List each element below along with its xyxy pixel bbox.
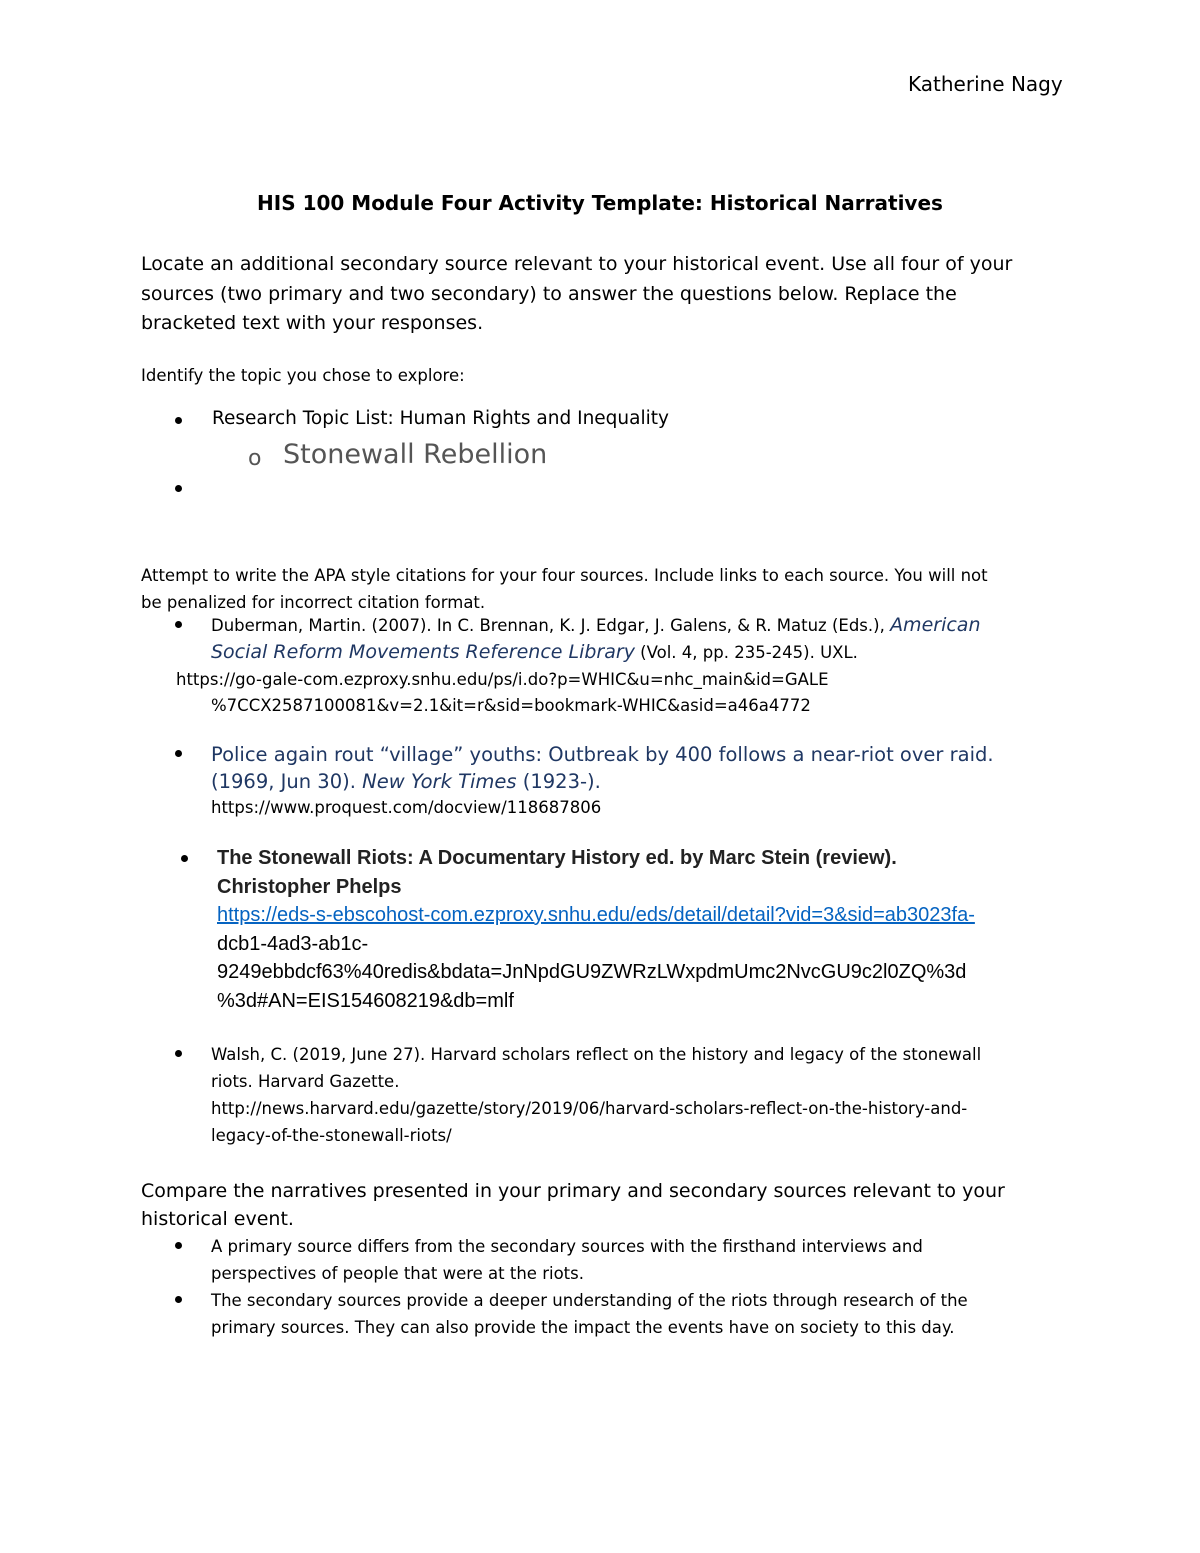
bullet-icon <box>175 1242 182 1249</box>
topic-list-item: Research Topic List: Human Rights and Inequality <box>212 408 669 429</box>
compare-prompt <box>141 1177 1005 1233</box>
citation-2-publication: New York Times <box>362 770 517 793</box>
topic-sub-item: Stonewall Rebellion <box>283 439 548 470</box>
citation-1-url[interactable]: %7CCX2587100081&v=2.1&it=r&sid=bookmark-WHIC&asid=a46a4772 <box>211 696 811 715</box>
citation-2-date: (1923-). <box>516 770 601 793</box>
sub-bullet-marker: o <box>248 446 262 471</box>
citation-4-text: Walsh, C. (2019, June 27). Harvard scholars reflect on the history and legacy of the stonewall <box>211 1045 982 1064</box>
bullet-icon <box>175 1296 182 1303</box>
citations-prompt-line: be penalized for incorrect citation format. <box>141 593 486 612</box>
citation-4-text: riots. Harvard Gazette. <box>211 1072 400 1091</box>
citation-1-url[interactable]: https://go-gale-com.ezproxy.snhu.edu/ps/i.do?p=WHIC&u=nhc_main&id=GALE <box>176 670 829 689</box>
citation-3-url: 9249ebbdcf63%40redis&bdata=JnNpdGU9ZWRzLWxpdmUmc2NvcGU9c2l0ZQ%3d <box>217 961 967 983</box>
bullet-icon <box>181 855 188 862</box>
topic-prompt: Identify the topic you chose to explore: <box>141 366 465 385</box>
citation-4 <box>211 1041 981 1149</box>
intro-line: Locate an additional secondary source relevant to your historical event. Use all four of your <box>141 253 1013 275</box>
citation-1-book-title: Social Reform Movements Reference Library <box>211 641 635 663</box>
document-title: HIS 100 Module Four Activity Template: Historical Narratives <box>257 191 943 215</box>
citation-3-url: %3d#AN=EIS154608219&db=mlf <box>217 989 514 1012</box>
citation-2-url[interactable]: https://www.proquest.com/docview/118687806 <box>211 798 602 817</box>
citation-1 <box>211 612 980 666</box>
citation-2-date: (1969, Jun 30). <box>211 770 363 793</box>
intro-line: bracketed text with your responses. <box>141 312 484 334</box>
bullet-icon <box>175 750 182 757</box>
citation-1-text: Duberman, Martin. (2007). In C. Brennan, K. J. Edgar, J. Galens, & R. Matuz (Eds.), <box>211 616 891 635</box>
bullet-icon <box>175 1050 182 1057</box>
bullet-icon <box>175 621 182 628</box>
intro-line: sources (two primary and two secondary) to answer the questions below. Replace the <box>141 282 957 305</box>
citations-prompt-line: Attempt to write the APA style citations for your four sources. Include links to each source. You will not <box>141 566 988 585</box>
answer-line: The secondary sources provide a deeper understanding of the riots through research of the <box>211 1291 968 1310</box>
compare-answer-1 <box>211 1233 923 1287</box>
citation-3-title: The Stonewall Riots: A Documentary History ed. by Marc Stein (review). <box>217 847 897 869</box>
answer-line: perspectives of people that were at the riots. <box>211 1264 584 1283</box>
citation-2 <box>211 741 994 795</box>
citation-1-book-title: American <box>890 614 981 636</box>
answer-line: primary sources. They can also provide the impact the events have on society to this day. <box>211 1318 955 1337</box>
compare-prompt-line: historical event. <box>141 1208 294 1230</box>
citation-4-url[interactable]: legacy-of-the-stonewall-riots/ <box>211 1126 452 1145</box>
citation-1-text: (Vol. 4, pp. 235-245). UXL. <box>634 643 858 662</box>
citation-3 <box>217 844 975 1015</box>
compare-prompt-line: Compare the narratives presented in your primary and secondary sources relevant to your <box>141 1180 1005 1202</box>
citations-prompt <box>141 562 988 616</box>
citation-3-link[interactable]: https://eds-s-ebscohost-com.ezproxy.snhu.edu/eds/detail/detail?vid=3&sid=ab3023fa- <box>217 904 975 926</box>
citation-2-title: Police again rout “village” youths: Outbreak by 400 follows a near-riot over raid. <box>211 743 994 766</box>
bullet-icon <box>175 485 182 492</box>
citation-4-url[interactable]: http://news.harvard.edu/gazette/story/2019/06/harvard-scholars-reflect-on-the-history-and- <box>211 1099 968 1118</box>
intro-paragraph <box>141 250 1012 339</box>
answer-line: A primary source differs from the secondary sources with the firsthand interviews and <box>211 1237 923 1256</box>
bullet-icon <box>175 417 182 424</box>
citation-3-author: Christopher Phelps <box>217 875 402 898</box>
citation-3-url: dcb1-4ad3-ab1c- <box>217 932 369 955</box>
author-name: Katherine Nagy <box>908 72 1063 96</box>
compare-answer-2 <box>211 1287 968 1341</box>
